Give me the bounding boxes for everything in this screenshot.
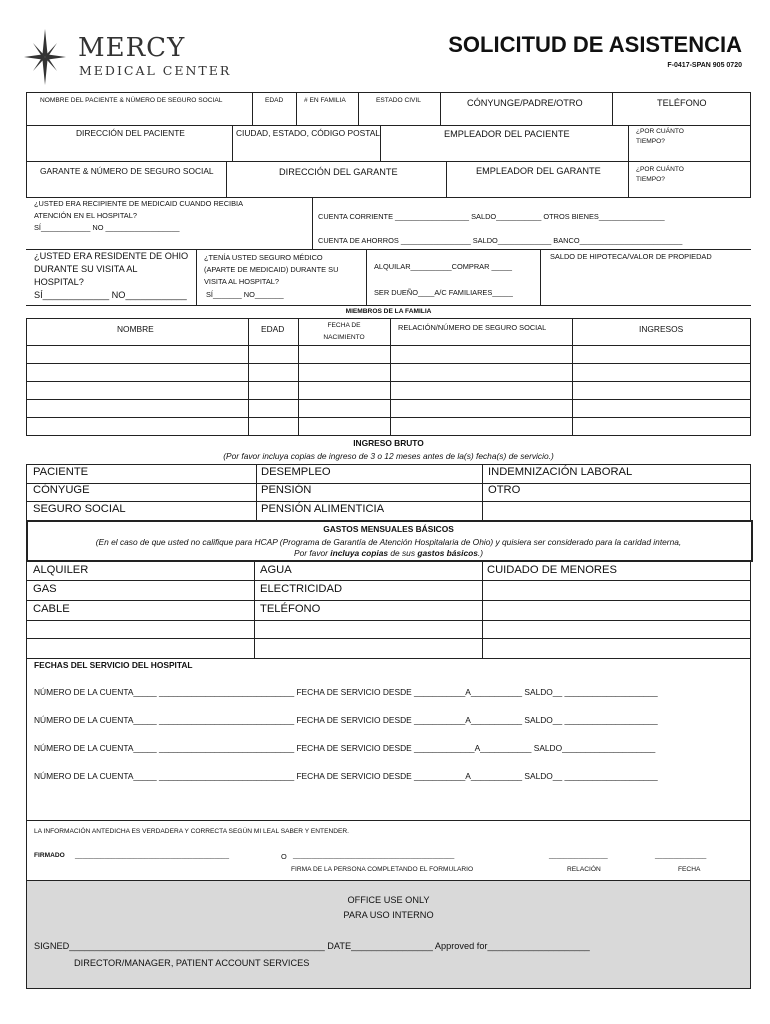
ohio-resident-question: ¿USTED ERA RESIDENTE DE OHIO	[34, 251, 189, 261]
table-row[interactable]	[27, 346, 750, 363]
logo-subtitle: MEDICAL CENTER	[79, 63, 232, 78]
spouse-label: CÓNYUNGE/PADRE/OTRO	[467, 98, 583, 108]
income-other-label: OTRO	[488, 484, 521, 496]
age-label: EDAD	[265, 97, 284, 104]
table-row[interactable]	[27, 382, 750, 399]
family-title: MIEMBROS DE LA FAMILIA	[345, 308, 432, 315]
or-label: O	[281, 852, 287, 861]
savings-account-line[interactable]: CUENTA DE AHORROS _________________ SALDO_____________ BANCO_________________________	[318, 236, 683, 245]
person-completing-label: FIRMA DE LA PERSONA COMPLETANDO EL FORMULARIO	[291, 866, 474, 873]
office-use-title: OFFICE USE ONLY	[347, 895, 430, 905]
how-long-label: ¿POR CUÁNTO	[636, 128, 684, 135]
own-family-line[interactable]: SER DUEÑO____A/C FAMILIARES_____	[374, 288, 513, 297]
expenses-note: (En el caso de que usted no califique para HCAP (Programa de Garantía de Atención Hospitalaria de Ohio) y quisiera ser considerado para la caridad interna,	[95, 537, 682, 547]
medicaid-question: ¿USTED ERA RECIPIENTE DE MEDICAID CUANDO RECIBIA	[34, 199, 244, 208]
mercy-logo	[22, 28, 242, 88]
insurance-answers[interactable]: SÍ_______ NO_______	[206, 290, 284, 299]
expense-gas-label: GAS	[33, 583, 57, 595]
service-line-4[interactable]: NÚMERO DE LA CUENTA_____ _____________________________ FECHA DE SERVICIO DESDE ___________A___________ SALDO__ ____________________	[34, 771, 658, 781]
gross-income-note: (Por favor incluya copias de ingreso de 3 o 12 meses antes de la(s) fecha(s) de servicio.)	[223, 451, 554, 461]
expense-electricity-label: ELECTRICIDAD	[260, 583, 343, 595]
expense-water-label: AGUA	[260, 564, 292, 576]
guarantor-address-label: DIRECCIÓN DEL GARANTE	[279, 167, 398, 177]
expense-cable-label: CABLE	[33, 603, 70, 615]
insurance-question-2: (APARTE DE MEDICAID) DURANTE SU	[204, 265, 339, 274]
signed-label: FIRMADO	[34, 852, 65, 859]
office-role-label: DIRECTOR/MANAGER, PATIENT ACCOUNT SERVICES	[74, 958, 310, 968]
family-col-name: NOMBRE	[117, 324, 154, 334]
service-dates-title: FECHAS DEL SERVICIO DEL HOSPITAL	[34, 660, 193, 670]
income-alimony-label: PENSIÓN ALIMENTICIA	[261, 503, 385, 515]
family-col-relation: RELACIÓN/NÚMERO DE SEGURO SOCIAL	[398, 323, 547, 332]
form-code: F-0417-SPAN 905 0720	[667, 62, 742, 69]
income-spouse-label: CÓNYUGE	[33, 484, 90, 496]
office-use-subtitle: PARA USO INTERNO	[343, 910, 434, 920]
ohio-resident-answers[interactable]: SÍ_____________ NO____________	[34, 290, 187, 300]
service-line-2[interactable]: NÚMERO DE LA CUENTA_____ _____________________________ FECHA DE SERVICIO DESDE ___________A___________ SALDO__ ____________________	[34, 715, 658, 725]
table-row[interactable]	[27, 364, 750, 381]
income-workers-comp-label: INDEMNIZACIÓN LABORAL	[488, 466, 633, 478]
ohio-resident-question-3: HOSPITAL?	[34, 277, 84, 287]
income-patient-label: PACIENTE	[33, 466, 89, 478]
relation-label: RELACIÓN	[567, 866, 601, 873]
address-label: DIRECCIÓN DEL PACIENTE	[76, 128, 185, 138]
family-col-income: INGRESOS	[639, 324, 684, 334]
medicaid-answers[interactable]: SÍ____________ NO __________________	[34, 223, 180, 232]
expenses-note-2: Por favor incluya copias de sus gastos básicos.)	[293, 548, 483, 558]
relation-field[interactable]: ________________	[549, 852, 608, 859]
office-signed-line[interactable]: SIGNED__________________________________________________ DATE________________ Approved for____________________	[34, 941, 590, 951]
date-label: FECHA	[678, 866, 701, 873]
medicaid-question-2: ATENCIÓN EN EL HOSPITAL?	[34, 211, 137, 220]
guarantor-how-long-label-2: TIEMPO?	[636, 176, 665, 183]
income-pension-label: PENSIÓN	[261, 484, 312, 496]
logo-name: MERCY	[78, 33, 186, 63]
date-field[interactable]: ______________	[655, 852, 707, 859]
mortgage-label: SALDO DE HIPOTECA/VALOR DE PROPIEDAD	[550, 252, 712, 261]
checking-account-line[interactable]: CUENTA CORRIENTE __________________ SALDO___________ OTROS BIENES________________	[318, 212, 665, 221]
expense-childcare-label: CUIDADO DE MENORES	[487, 564, 617, 576]
city-label: CIUDAD, ESTADO, CÓDIGO POSTAL	[236, 128, 380, 138]
gross-income-title: INGRESO BRUTO	[353, 438, 424, 448]
alt-signature-field[interactable]: ____________________________________________	[293, 852, 455, 859]
rent-buy-line[interactable]: ALQUILAR__________COMPRAR _____	[374, 262, 513, 271]
employer-label: EMPLEADOR DEL PACIENTE	[444, 129, 570, 139]
service-line-3[interactable]: NÚMERO DE LA CUENTA_____ _____________________________ FECHA DE SERVICIO DESDE _____________A___________ SALDO____________________	[34, 743, 656, 753]
expense-telephone-label: TELÉFONO	[260, 603, 321, 615]
civil-status-label: ESTADO CIVIL	[376, 97, 421, 104]
phone-label: TELÉFONO	[657, 98, 707, 108]
service-line-1[interactable]: NÚMERO DE LA CUENTA_____ _____________________________ FECHA DE SERVICIO DESDE ___________A___________ SALDO__ ____________________	[34, 687, 658, 697]
family-col-dob-2: NACIMIENTO	[323, 334, 365, 341]
table-row[interactable]	[27, 418, 750, 435]
guarantor-employer-label: EMPLEADOR DEL GARANTE	[476, 166, 601, 176]
insurance-question: ¿TENÍA USTED SEGURO MÉDICO	[204, 253, 323, 262]
form-title: SOLICITUD DE ASISTENCIA	[448, 32, 742, 57]
insurance-question-3: VISITA AL HOSPITAL?	[204, 277, 280, 286]
ohio-resident-question-2: DURANTE SU VISITA AL	[34, 264, 138, 274]
income-unemployment-label: DESEMPLEO	[261, 466, 331, 478]
declaration-text: LA INFORMACIÓN ANTEDICHA ES VERDADERA Y CORRECTA SEGÚN MI LEAL SABER Y ENTENDER.	[34, 828, 349, 835]
family-count-label: # EN FAMILIA	[304, 97, 346, 104]
guarantor-label: GARANTE & NÚMERO DE SEGURO SOCIAL	[40, 166, 214, 176]
table-row[interactable]	[27, 400, 750, 417]
family-col-age: EDAD	[261, 324, 285, 334]
how-long-label-2: TIEMPO?	[636, 138, 665, 145]
expenses-title: GASTOS MENSUALES BÁSICOS	[323, 524, 454, 534]
signature-field[interactable]: __________________________________________	[75, 852, 230, 859]
star-icon	[22, 28, 68, 86]
patient-name-ssn-field[interactable]	[27, 108, 251, 124]
expense-rent-label: ALQUILER	[33, 564, 89, 576]
patient-name-ssn-label: NOMBRE DEL PACIENTE & NÚMERO DE SEGURO SOCIAL	[40, 97, 223, 104]
guarantor-how-long-label: ¿POR CUÁNTO	[636, 166, 684, 173]
income-social-security-label: SEGURO SOCIAL	[33, 503, 126, 515]
family-col-dob: FECHA DE	[327, 322, 361, 329]
